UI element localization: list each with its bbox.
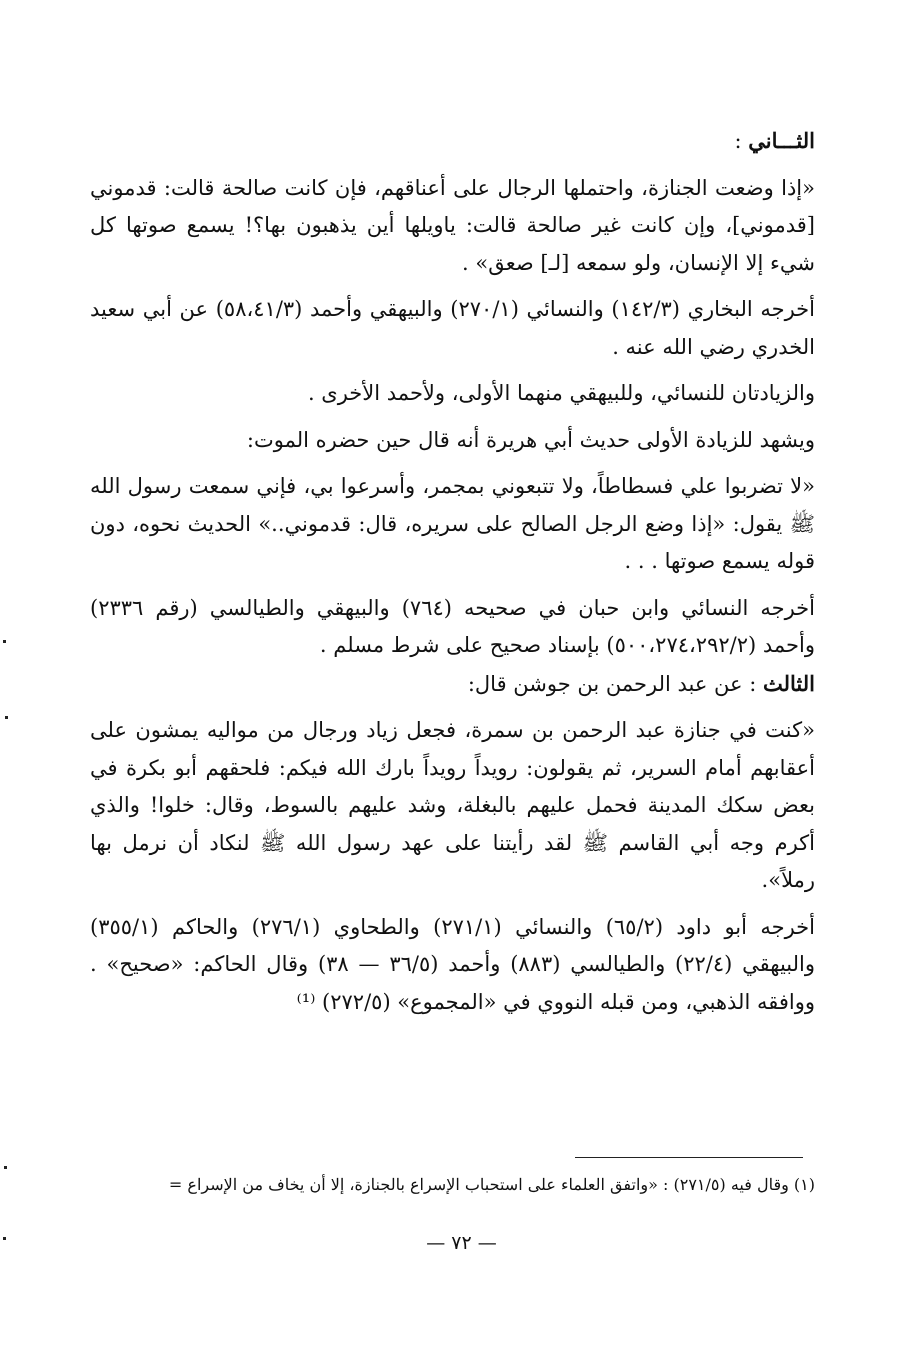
scan-mark xyxy=(3,1237,6,1240)
witness-intro: ويشهد للزيادة الأولى حديث أبي هريرة أنه قال حين حضره الموت: xyxy=(246,427,815,452)
section-three-heading xyxy=(90,665,815,704)
footnote-divider xyxy=(575,1157,803,1158)
additions-note: والزيادتان للنسائي، وللبيهقي منهما الأولى، ولأحمد الأخرى . xyxy=(307,381,815,405)
scan-mark xyxy=(5,716,8,719)
takhrij-bukhari: أخرجه البخاري (١٤٢/٣) والنسائي (٢٧٠/١) والبيهقي وأحمد (٥٨،٤١/٣) عن أبي سعيد الخدري رضي الله عنه . xyxy=(90,297,815,359)
page-number: — ٧٢ — xyxy=(426,1232,497,1254)
takhrij-abu-dawud: أخرجه أبو داود (٦٥/٢) والنسائي (٢٧١/١) والطحاوي (٢٧٦/١) والحاكم (٣٥٥/١) والبيهقي (٢٢/٤) والطيالسي (٨٨٣) وأحمد (٣٦/٥ — ٣٨) وقال الحاكم: «صحيح» . ووافقه الذهبي، ومن قبله النووي في «المجموع» (٢٧٢/٥) ⁽¹⁾ xyxy=(90,914,815,1014)
footnote: (١) وقال فيه (٢٧١/٥) : «واتفق العلماء على استحباب الإسراع بالجنازة، إلا أن يخاف من الإسراع = xyxy=(168,1175,815,1194)
abu-hurayra-hadith: «لا تضربوا علي فسطاطاً، ولا تتبعوني بمجمر، وأسرعوا بي، فإني سمعت رسول الله ﷺ يقول: «إذا وضع الرجل الصالح على سريره، قال: قدموني..» الحديث نحوه، دون قوله يسمع صوتها . . . xyxy=(90,474,815,573)
scan-mark xyxy=(3,640,6,643)
section-two-label: الثـــاني xyxy=(748,128,815,153)
takhrij-nasai: أخرجه النسائي وابن حبان في صحيحه (٧٦٤) والبيهقي والطيالسي (رقم ٢٣٣٦) وأحمد (٥٠٠،٢٧٤،٢٩٢/٢) بإسناد صحيح على شرط مسلم . xyxy=(90,595,815,657)
section-three-label: الثالث xyxy=(763,670,815,696)
abu-bakra-hadith: «كنت في جنازة عبد الرحمن بن سمرة، فجعل زياد ورجال من مواليه يمشون على أعقابهم أمام السرير، ثم يقولون: رويداً رويداً بارك الله فيكم: فلحقهم أبو بكرة في بعض سكك المدينة فحمل عليهم بالبغلة، وشد عليهم بالسوط، وقال: خلوا! والذي أكرم وجه أبي القاسم ﷺ لقد رأيتنا على عهد رسول الله ﷺ لنكاد أن نرمل بها رملاً». xyxy=(90,718,815,892)
page-body xyxy=(90,122,815,1021)
section-two-suffix: : xyxy=(734,129,749,153)
hadith-text: «إذا وضعت الجنازة، واحتملها الرجال على أعناقهم، فإن كانت صالحة قالت: قدموني [قدموني]، وإن كانت غير صالحة قالت: ياويلها أين يذهبون بها؟! يسمع صوتها كل شيء إلا الإنسان، ولو سمعه [لـ] صعق» . xyxy=(90,175,815,275)
section-three-suffix: : عن عبد الرحمن بن جوشن قال: xyxy=(467,671,763,696)
scan-mark xyxy=(4,1166,7,1169)
section-two-heading xyxy=(90,122,815,161)
